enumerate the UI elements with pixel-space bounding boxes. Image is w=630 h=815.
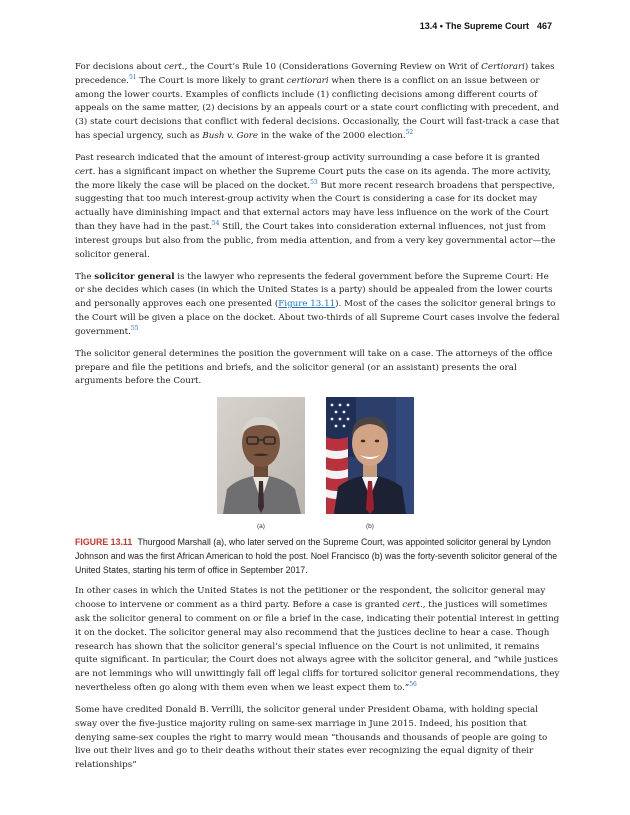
- main-text: [75, 61, 560, 781]
- italic-term: cert.: [164, 62, 185, 72]
- photo-thurgood-marshall: [217, 397, 305, 514]
- text-run: Past research indicated that the amount of interest-group activity surrounding a case before it is granted: [75, 152, 540, 163]
- italic-term: cert.: [75, 166, 96, 177]
- text-run: , the Court’s Rule 10 (Considerations Governing Review on Writ of: [184, 62, 482, 72]
- text-run: ) takes precedence.: [75, 62, 555, 86]
- footnote-ref-53[interactable]: 53: [310, 178, 318, 186]
- text-run: has a significant impact on whether the Supreme Court puts the case on its agenda. The more activity, the more likely the case will be placed on the docket.: [75, 166, 552, 191]
- figure-caption: [75, 535, 560, 577]
- footnote-ref-51[interactable]: 51: [128, 73, 137, 81]
- page-number: 467: [536, 21, 552, 31]
- text-run: The solicitor general determines the position the government will take on a case. The attorneys of the office prepare and file the petitions and briefs, and the solicitor general (or an assistant) presents the oral arguments before the Court.: [75, 348, 553, 387]
- paragraph-cert-rule: [75, 61, 560, 144]
- text-run: Some have credited Donald B. Verrilli, the solicitor general under President Obama, with holding special sway over the five-justice majority ruling on same-sex marriage in June 2015. Indeed, his position that denying same-sex couples the right to marry would mean “thousands and thousands of people are going to live out their lives and go to their deaths without their states ever recognizing the equal dignity of their relationships”: [75, 705, 548, 771]
- text-run: But more recent research broadens that perspective, suggesting that too much interest-group activity when the Court is considering a case for its docket may actually have diminishing impact and that external actors may have less influence on the work of the Court than they have had in the past.: [75, 180, 555, 232]
- text-run: For decisions about: [75, 62, 165, 72]
- figure-13-11: [75, 397, 560, 535]
- paragraph-solicitor-general-role: [75, 348, 560, 389]
- photo-noel-francisco: [326, 397, 414, 514]
- photo-label-a: (a): [257, 523, 265, 531]
- header-section: 13.4 • The Supreme Court: [419, 21, 529, 31]
- running-header: [420, 21, 552, 31]
- text-run: ). Most of the cases the solicitor general brings to the Court will be given a place on the docket. About two-thirds of all Supreme Court cases involve the federal government.: [75, 299, 560, 337]
- key-term: solicitor general: [94, 271, 175, 282]
- italic-term: Certiorari: [481, 62, 525, 72]
- text-run: in the wake of the 2000 election.: [258, 130, 406, 141]
- figure-link[interactable]: Figure 13.11: [278, 299, 336, 310]
- italic-case-name: Bush v. Gore: [202, 130, 259, 141]
- italic-term: cert.: [402, 600, 423, 611]
- portrait-b-image: [326, 397, 414, 514]
- text-run: In other cases in which the United States is not the petitioner or the respondent, the solicitor general may choose to intervene or comment as a third party. Before a case is granted: [75, 586, 546, 611]
- paragraph-verrilli: [75, 704, 560, 773]
- paragraph-third-party: [75, 585, 560, 695]
- paragraph-solicitor-general-definition: [75, 271, 560, 340]
- footnote-ref-55[interactable]: 55: [130, 324, 139, 332]
- caption-text: Thurgood Marshall (a), who later served on the Supreme Court, was appointed solicitor general by Lyndon Johnson and was the first African American to hold the post. Noel Francisco (b) was the forty-seventh solicitor general of the United States, starting his term of office in September 2017.: [75, 537, 558, 576]
- figure-label: FIGURE 13.11: [75, 537, 133, 548]
- text-run: The Court is more likely to grant: [136, 75, 287, 86]
- photo-label-b: (b): [366, 523, 374, 531]
- portrait-a-image: [217, 397, 305, 514]
- paragraph-interest-groups: [75, 152, 560, 262]
- footnote-ref-54[interactable]: 54: [211, 220, 220, 228]
- footnote-ref-52[interactable]: 52: [405, 129, 414, 137]
- text-run: is the lawyer who represents the federal government before the Supreme Court: He or she decides which cases (in which the United States is a party) should be appealed from the lower courts and personally approves each one presented (: [75, 271, 553, 310]
- text-run: when there is a conflict on an issue between or among the lower courts. Examples of conflicts include (1) conflicting decisions among different courts of appeals on the same matter, (2) decisions by an appeals court or a state court conflicting with precedent, and (3) state court decisions that conflict with federal decisions. Occasionally, the Court will fast-track a case that has special urgency, such as: [75, 75, 560, 141]
- text-run: The: [75, 271, 95, 282]
- text-run: Still, the Court takes into consideration external influences, not just from interest groups but also from the public, from media attention, and from a very key governmental actor—the solicitor general.: [75, 221, 556, 260]
- footnote-ref-56[interactable]: 56: [409, 681, 417, 689]
- text-run: , the justices will sometimes ask the solicitor general to comment on or file a brief in the case, indicating their potential interest in getting it on the docket. The solicitor general may also recommend that the justices decline to hear a case. Though research has shown that the solicitor general’s special influence on the Court is not unlimited, it remains quite significant. In particular, the Court does not always agree with the solicitor general, and “while justices are not lemmings who will unwittingly fall off legal cliffs for tortured solicitor general recommendations, they nevertheless often go along with them even when we least expect them to.”: [75, 600, 560, 694]
- italic-term: certiorari: [286, 75, 329, 86]
